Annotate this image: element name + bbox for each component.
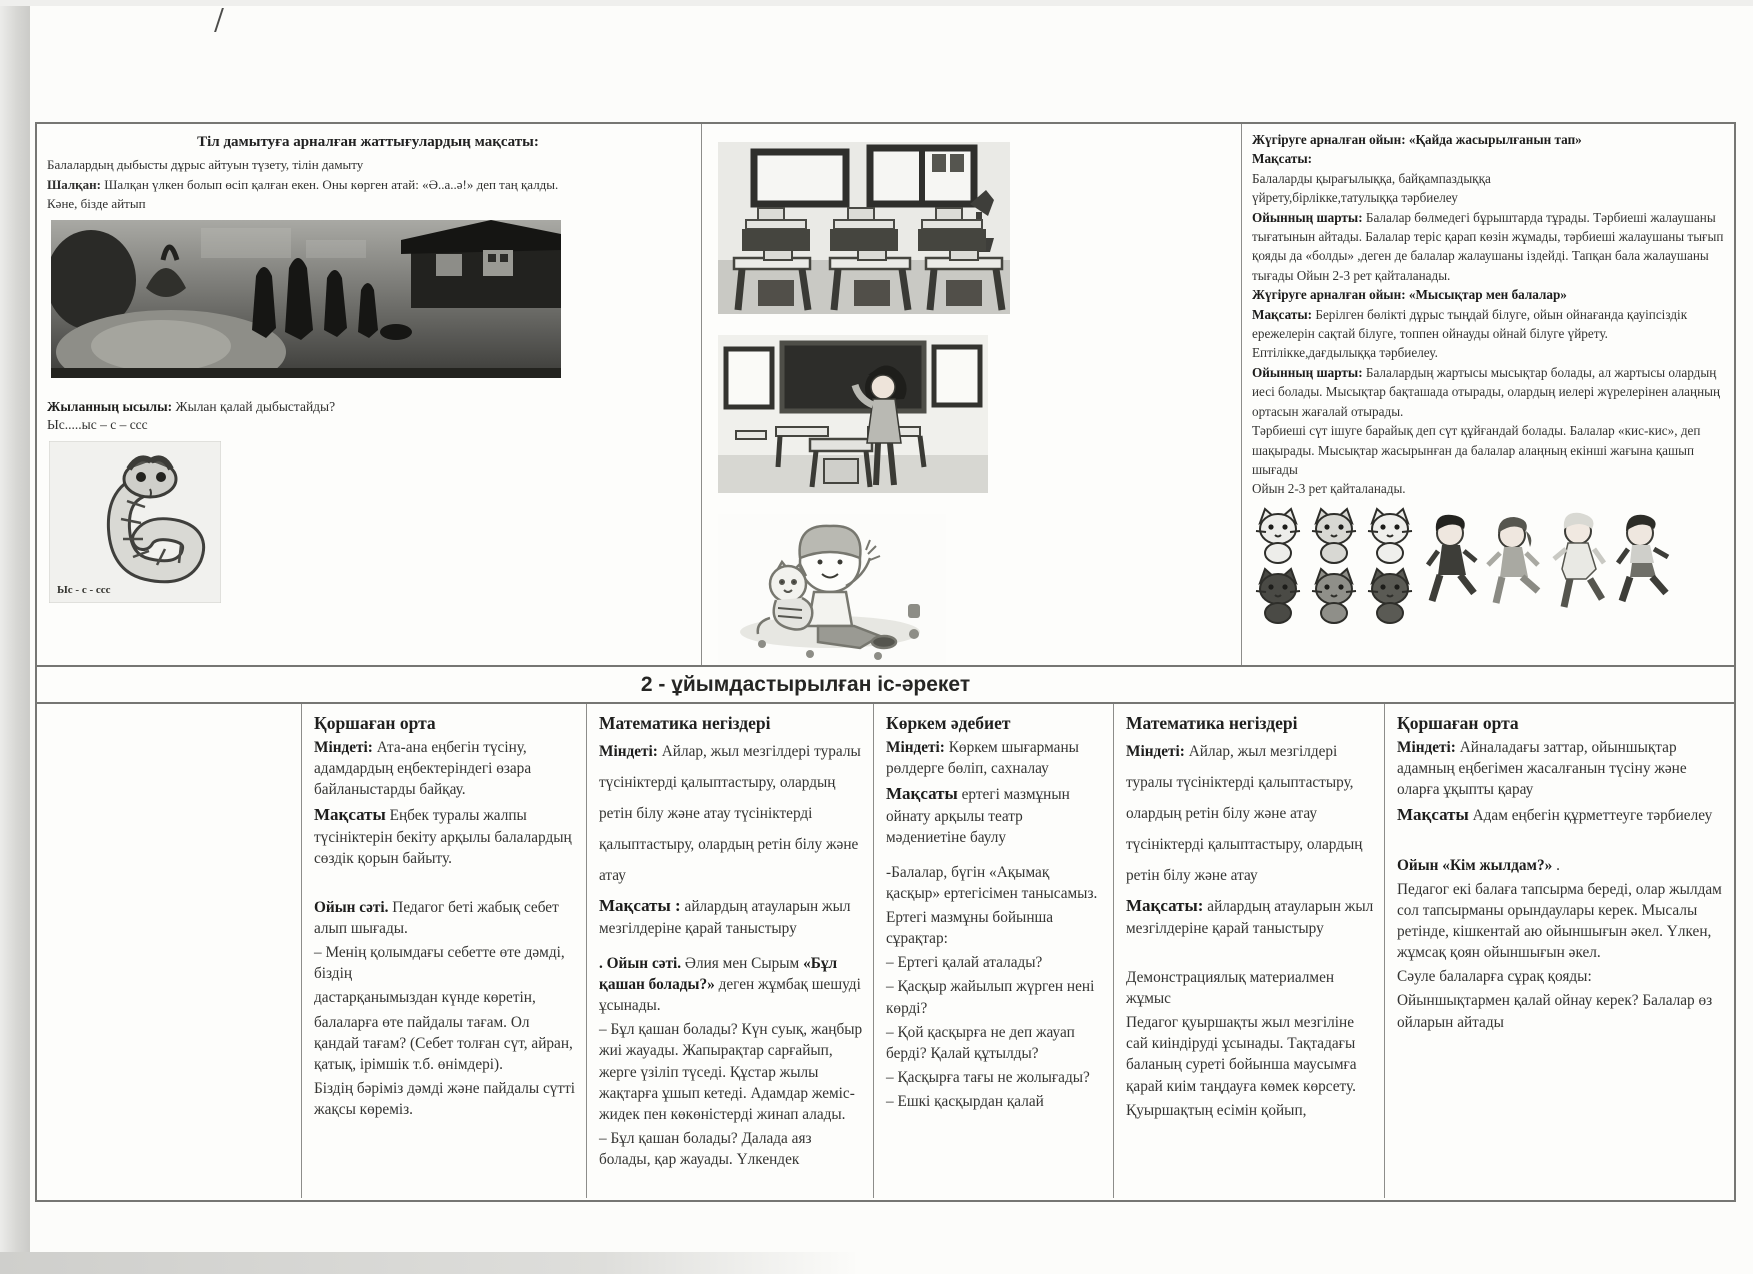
column-title: Қоршаған орта bbox=[314, 713, 436, 733]
column-title: Математика негіздері bbox=[599, 713, 771, 733]
paragraph: Ойыншықтармен қалай ойнау керек? Балалар өз ойларын айтады bbox=[1397, 992, 1713, 1031]
paragraph: Міндеті: Айлар, жыл мезгілдері туралы түсініктерді қалыптастыру, олардың ретін білу және атау түсініктерді қалыптастыру, олардың ретін білу және атау bbox=[599, 743, 861, 884]
activities-row bbox=[37, 704, 1734, 1198]
paragraph: Балаларды қырағылыққа, байқампаздыққа bbox=[1252, 170, 1491, 186]
scan-edge-left bbox=[0, 6, 30, 1268]
paragraph: Ойынның шарты: Балалар бөлмедегі бұрыштарда тұрады. Тәрбиеші жалаушаны тығатынын айтады. Балалар теріс қарап көзін жұмады, тәрбиеші жалаушаны тығып қояды да «болды» ,деген де балалар жалаушаны іздейді. Тапқан бала жалаушаны тығады Ойын 2-3 рет қайталанады. bbox=[1252, 209, 1724, 283]
math-basics-cell-1 bbox=[587, 704, 874, 1198]
scan-edge-bottom bbox=[0, 1252, 860, 1274]
cell-text bbox=[1397, 737, 1724, 1033]
paragraph: Жүгіруге арналған ойын: «Қайда жасырылғанын тап» bbox=[1252, 132, 1582, 147]
paragraph: Демонстрациялық материалмен жұмыс bbox=[1126, 969, 1335, 1008]
paragraph: . Ойын сәті. Әлия мен Сырым «Бұл қашан болады?» деген жұмбақ шешуді ұсынады. bbox=[599, 955, 861, 1015]
speech-exercises-cell bbox=[37, 124, 702, 665]
cell-text bbox=[599, 737, 863, 1170]
paragraph: Ойын сәті. Педагог беті жабық себет алып шығады. bbox=[314, 899, 559, 938]
pictures-cell bbox=[702, 124, 1242, 665]
scan-edge-top bbox=[0, 0, 1753, 6]
paragraph: Міндеті: Ата-ана еңбегін түсіну, адамдардың еңбектеріндегі өзара байланыстарды байқау. bbox=[314, 739, 532, 799]
top-row bbox=[37, 124, 1734, 667]
paragraph: Жүгіруге арналған ойын: «Мысықтар мен балалар» bbox=[1252, 287, 1567, 303]
paragraph: Міндеті: Айлар, жыл мезгілдері туралы түсініктерді қалыптастыру, олардың ретін білу және атау түсініктерді қалыптастыру, олардың ретін білу және атау bbox=[1126, 743, 1363, 884]
literature-cell bbox=[874, 704, 1114, 1198]
paragraph: Мақсаты Адам еңбегін құрметтеуге тәрбиелеу bbox=[1397, 805, 1713, 825]
cat-faces-grid bbox=[1252, 505, 1420, 627]
environment-cell-2 bbox=[1385, 704, 1734, 1198]
math-basics-cell-2 bbox=[1114, 704, 1385, 1198]
column-title: Көркем әдебиет bbox=[886, 713, 1011, 733]
cats-and-children-row bbox=[1252, 505, 1724, 627]
paragraph: дастарқанымыздан күнде көретін, bbox=[314, 989, 536, 1007]
snake-image bbox=[49, 441, 689, 608]
empty-cell bbox=[37, 704, 302, 1198]
pen-mark bbox=[204, 8, 224, 32]
running-games-cell bbox=[1242, 124, 1734, 665]
paragraph: Мақсаты: айлардың атауларын жыл мезгілдеріне қарай таныстыру bbox=[1126, 896, 1374, 937]
section-title: Тіл дамытуға арналған жаттығулардың мақсаты: bbox=[197, 134, 539, 150]
environment-cell-1 bbox=[302, 704, 587, 1198]
column-title: Математика негіздері bbox=[1126, 713, 1298, 733]
paragraph: -Балалар, бүгін «Ақымақ қасқыр» ертегісімен танысамыз. bbox=[886, 863, 1098, 902]
paragraph: Міндеті: Айналадағы заттар, ойыншықтар адамның еңбегімен жасалғанын түсіну және оларға ұқыпты қарау bbox=[1397, 739, 1687, 799]
paragraph: Педагог екі балаға тапсырма береді, олар жылдам сол тапсырманы орындаулары керек. Мысалы ретінде, кішкентай аю ойыншығын әкел. Үлкен, жұмсақ қоян ойыншығын әкел. bbox=[1397, 880, 1722, 962]
paragraph: Қуыршақтың есімін қойып, bbox=[1126, 1101, 1307, 1119]
paragraph: – Бұл қашан болады? Күн суық, жаңбыр жиі жауады. Жапырақтар сарғайып, жерге үзіліп түседі. Құстар жылы жақтарға ұшып кетеді. Адамдар жеміс-жидек пен көкөністерді жинап алады. bbox=[599, 1021, 863, 1123]
paragraph: – Ертегі қалай аталады? bbox=[886, 954, 1043, 972]
paragraph: Ойын 2-3 рет қайталанады. bbox=[1252, 481, 1406, 497]
paragraph: Кәне, бізде айтып bbox=[47, 196, 146, 211]
paragraph: – Қасқыр жайылып жүрген нені көрді? bbox=[886, 978, 1095, 1017]
paragraph: Шалқан: Шалқан үлкен болып өсіп қалған екен. Оны көрген атай: «Ә..а..ә!» деп таң қалды. bbox=[47, 176, 559, 192]
organized-activity-header bbox=[37, 667, 1734, 704]
paragraph: – Қасқырға тағы не жолығады? bbox=[886, 1068, 1090, 1086]
column-title: Қоршаған орта bbox=[1397, 713, 1519, 733]
paragraph: Сәуле балаларға сұрақ қояды: bbox=[1397, 968, 1592, 986]
snake-question: Жыланның ысылы: Жылан қалай дыбыстайды? bbox=[47, 398, 336, 414]
lesson-plan-table bbox=[35, 122, 1736, 1202]
child-with-cat-image bbox=[718, 514, 1241, 665]
paragraph: Мақсаты ертегі мазмұнын ойнату арқылы театр мәдениетіне баулу bbox=[886, 784, 1070, 846]
paragraph: Ойынның шарты: Балалардың жартысы мысықтар болады, ал жартысы олардың иесі болады. Мысықтар бақташада отырады, олардың иелері жүрелерінен алаңның ортасын жағалай отырады. bbox=[1252, 364, 1721, 419]
paragraph: Мақсаты: bbox=[1252, 151, 1313, 167]
cell-text bbox=[314, 737, 576, 1120]
paragraph: үйрету,бірлікке,татулыққа тәрбиелеу bbox=[1252, 190, 1458, 206]
paragraph: Педагог қуыршақты жыл мезгіліне сай киіндіруді ұсынады. Тақтадағы баланың суреті бойынша маусымға қарай киім таңдауға көмек көрсету. bbox=[1126, 1014, 1357, 1095]
paragraph: Балалардың дыбысты дұрыс айтуын түзету, тілін дамыту bbox=[47, 157, 364, 172]
paragraph: Міндеті: Көркем шығарманы рөлдерге бөліп, сахналау bbox=[886, 739, 1079, 778]
paragraph: Мақсаты : айлардың атауларын жыл мезгілдеріне қарай таныстыру bbox=[599, 896, 851, 937]
paragraph: – Менің қолымдағы себетте өте дәмді, біздің bbox=[314, 944, 565, 983]
paragraph: – Қой қасқырға не деп жауап берді? Қалай құтылды? bbox=[886, 1023, 1075, 1062]
classroom-blackboard-teacher-image bbox=[718, 335, 1241, 498]
paragraph: – Бұл қашан болады? Далада аяз болады, қар жауады. Үлкендек bbox=[599, 1129, 812, 1168]
paragraph: Мақсаты: Берілген бөлікті дұрыс тыңдай білуге, ойын ойнағанда қауіпсіздік ережелерін сақтай білуге, топпен ойнауды ойнай білуге үйрету. Ептілікке,дағдылыққа тәрбиелеу. bbox=[1252, 306, 1688, 361]
snake-sound: Ыс.....ыс – с – ссс bbox=[47, 416, 148, 432]
paragraph: Мақсаты Еңбек туралы жалпы түсініктерін бекіту арқылы балалардың сөздік қорын байыту. bbox=[314, 805, 572, 867]
paragraph: Тәрбиеші сүт ішуге барайық деп сүт құйғандай болады. Балалар «кис-кис», деп шақырады. Мысықтар жасырынған да балалар алаңның екінші жағына қашып шығады bbox=[1252, 423, 1701, 477]
cell-text bbox=[1126, 737, 1374, 1121]
paragraph: Ертегі мазмұны бойынша сұрақтар: bbox=[886, 909, 1054, 948]
paragraph: – Ешкі қасқырдан қалай bbox=[886, 1092, 1044, 1110]
header-text: 2 - ұйымдастырылған іс-әрекет bbox=[640, 672, 971, 696]
classroom-desks-image bbox=[718, 142, 1241, 319]
svg-text:Ыс - с - ссс: Ыс - с - ссс bbox=[57, 583, 111, 596]
paragraph: Біздің бәріміз дәмді және пайдалы сүтті жақсы көреміз. bbox=[314, 1079, 576, 1118]
cell-text bbox=[886, 737, 1103, 1112]
paragraph: Ойын «Кім жылдам?» . bbox=[1397, 856, 1560, 874]
turnip-story-image bbox=[51, 220, 689, 383]
running-children-image bbox=[1424, 507, 1672, 627]
paragraph: балаларға өте пайдалы тағам. Ол қандай тағам? (Себет толған сүт, айран, қатық, ірімшік т.б. өнімдері). bbox=[314, 1013, 573, 1073]
games-text bbox=[1252, 130, 1724, 499]
